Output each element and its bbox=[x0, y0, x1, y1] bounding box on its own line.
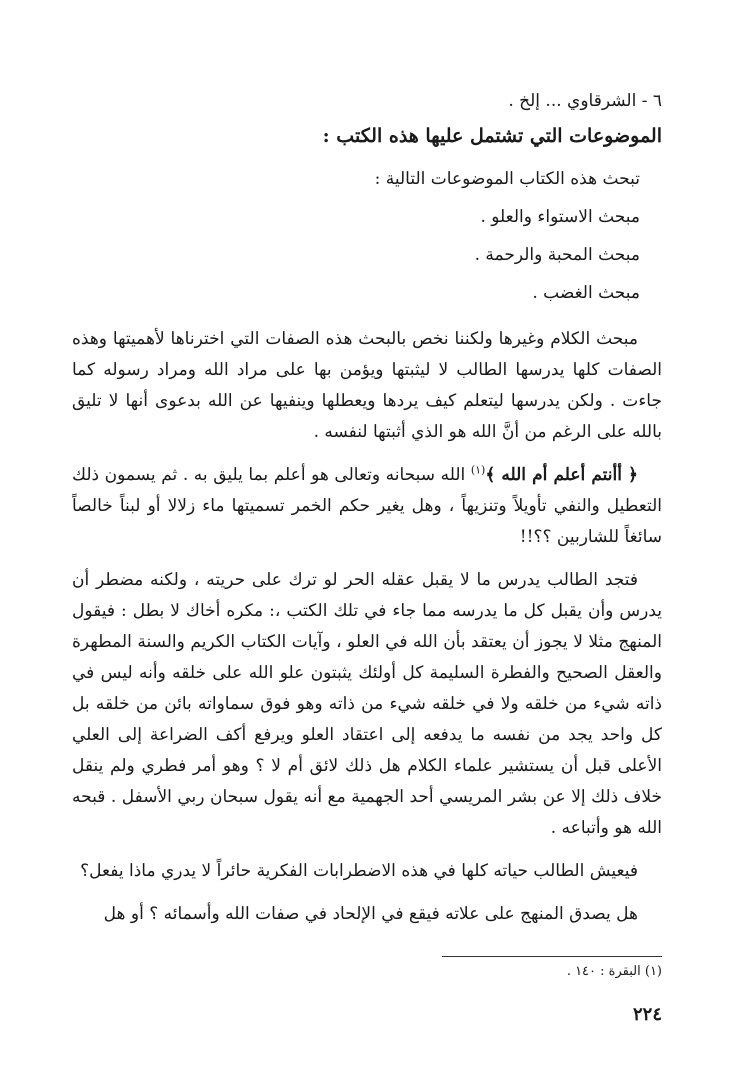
quran-quote: ﴿ أأنتم أعلم أم الله ﴾ bbox=[485, 465, 638, 485]
topics-block bbox=[72, 160, 662, 312]
page-body bbox=[72, 86, 662, 930]
paragraph-1: مبحث الكلام وغيرها ولكننا نخص بالبحث هذه الصفات التي اخترناها لأهميتها وهذه الصفات كلها يدرسها الطالب لا ليثبتها ويؤمن بها على مراد الله ومراد رسوله كما جاءت . ولكن يدرسها ليتعلم كيف يردها ويعطلها وينفيها عن الله بدعوى أنها لا تليق بالله على الرغم من أنَّ الله هو الذي أثبتها لنفسه . bbox=[72, 329, 662, 442]
list-item-6: ٦ - الشرقاوي ... إلخ . bbox=[508, 91, 662, 111]
section-heading: الموضوعات التي تشتمل عليها هذه الكتب : bbox=[322, 125, 662, 147]
footnote-ref: (١) bbox=[470, 463, 486, 477]
page-number: ٢٢٤ bbox=[632, 1004, 662, 1025]
topic-item: مبحث المحبة والرحمة . bbox=[474, 245, 640, 265]
paragraph-5: هل يصدق المنهج على علاته فيقع في الإلحاد في صفات الله وأسمائه ؟ أو هل bbox=[103, 904, 638, 924]
topic-item: مبحث الغضب . bbox=[532, 283, 640, 303]
topics-intro: تبحث هذه الكتاب الموضوعات التالية : bbox=[374, 169, 640, 189]
footnote-divider bbox=[442, 956, 662, 957]
paragraph-4: فيعيش الطالب حياته كلها في هذه الاضطرابات الفكرية حائراً لا يدري ماذا يفعل؟ bbox=[80, 861, 638, 881]
topic-item: مبحث الاستواء والعلو . bbox=[480, 207, 640, 227]
footnote: (١) البقرة : ١٤٠ . bbox=[566, 964, 662, 979]
paragraph-3: فتجد الطالب يدرس ما لا يقبل عقله الحر لو ترك على حريته ، ولكنه مضطر أن يدرس وأن يقبل كل ما يدرسه مما جاء في تلك الكتب ،: مكره أخاك لا بطل : فيقول المنهج مثلا لا يجوز أن يعتقد بأن الله في العلو ، وآيات الكتاب الكريم والسنة المطهرة والعقل الصحيح والفطرة السليمة كل أولئك يثبتون علو الله على خلقه وأنه ليس في ذاته شيء من خلقه ولا في خلقه شيء من ذاته وهو فوق سماواته بائن من خلقه بل كل واحد يجد من نفسه ما يدفعه إلى اعتقاد العلو ويرفع أكف الضراعة إلى العلي الأعلى قبل أن يستشير علماء الكلام هل ذلك لائق أم لا ؟ وهو أمر فطري ولم ينقل خلاف ذلك إلا عن بشر المريسي أحد الجهمية مع أنه يقول سبحان ربي الأسفل . قبحه الله هو وأتباعه . bbox=[72, 570, 662, 838]
paragraph-2-text: الله سبحانه وتعالى هو أعلم بما يليق به . ثم يسمون ذلك التعطيل والنفي تأويلاً وتنزيهاً ، وهل يغير حكم الخمر تسميتها ماء زلالا أو لبناً خالصاً سائغاً للشاربين ؟؟!! bbox=[72, 465, 662, 547]
paragraph-2 bbox=[72, 460, 662, 553]
